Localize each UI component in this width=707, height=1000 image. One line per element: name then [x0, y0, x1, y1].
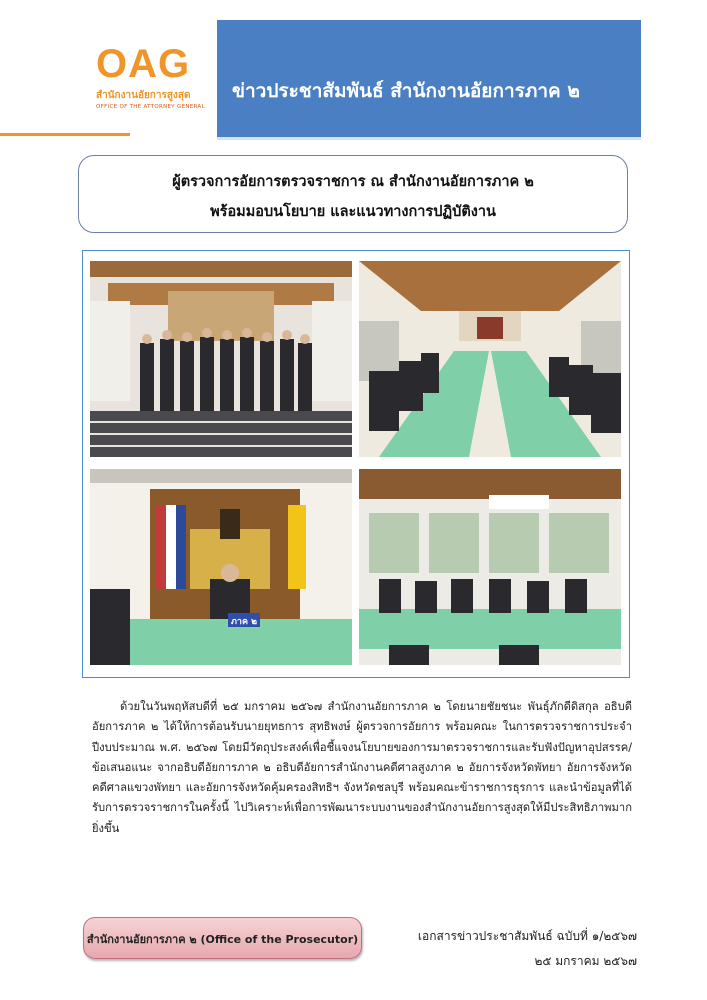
head-table-photo: [90, 469, 352, 665]
office-label: สำนักงานอัยการภาค ๒ (Office of the Prosecutor): [86, 933, 359, 946]
attendees-photo: [359, 469, 621, 665]
logo-wordmark: OAG: [96, 42, 191, 86]
header-banner: [217, 20, 641, 140]
logo-thai-text: สำนักงานอัยการสูงสุด: [96, 90, 191, 101]
logo-english-text: OFFICE OF THE ATTORNEY GENERAL: [96, 104, 205, 110]
document-number: เอกสารข่าวประชาสัมพันธ์ ฉบับที่ ๑/๒๕๖๗: [417, 929, 637, 943]
meeting-room-photo: [359, 261, 621, 457]
headline-line-1: ผู้ตรวจการอัยการตรวจราชการ ณ สำนักงานอัยการภาค ๒: [172, 174, 534, 190]
room-sign-label: ภาค ๒: [230, 617, 258, 627]
oag-logo: [92, 40, 214, 120]
headline-line-2: พร้อมมอบนโยบาย และแนวทางการปฏิบัติงาน: [210, 204, 496, 220]
header-title: ข่าวประชาสัมพันธ์ สำนักงานอัยการภาค ๒: [232, 80, 580, 102]
group-photo: [90, 261, 352, 457]
office-label-box: [83, 917, 362, 959]
news-body: [92, 697, 632, 839]
headline-box: [78, 155, 628, 233]
news-paragraph: ด้วยในวันพฤหัสบดีที่ ๒๕ มกราคม ๒๕๖๗ สำนักงานอัยการภาค ๒ โดยนายชัยชนะ พันธุ์ภักดีดิสกุล อธิบดีอัยการภาค ๒ ได้ให้การต้อนรับนายยุทธการ สุทธิพงษ์ ผู้ตรวจการอัยการ พร้อมคณะ ในการตรวจราชการประจำปีงบประมาณ พ.ศ. ๒๕๖๗ โดยมีวัตถุประสงค์เพื่อชี้แจงนโยบายของการมาตรวจราชการและรับฟังปัญหาอุปสรรค/ข้อเสนอแนะ จากอธิบดีอัยการภาค ๒ อธิบดีอัยการสำนักงานคดีศาลสูงภาค ๒ อัยการจังหวัดพัทยา อัยการจังหวัดคดีศาลแขวงพัทยา และอัยการจังหวัดคุ้มครองสิทธิฯ จังหวัดชลบุรี พร้อมคณะข้าราชการธุรการ และนำข้อมูลที่ได้รับการตรวจราชการในครั้งนี้ ไปวิเคราะห์เพื่อการพัฒนาระบบงานของสำนักงานอัยการสูงสุดให้มีประสิทธิภาพมากยิ่งขึ้น: [92, 700, 632, 835]
logo-underline: [0, 133, 130, 136]
document-date: ๒๕ มกราคม ๒๕๖๗: [534, 954, 637, 968]
photo-collage: [82, 250, 630, 678]
